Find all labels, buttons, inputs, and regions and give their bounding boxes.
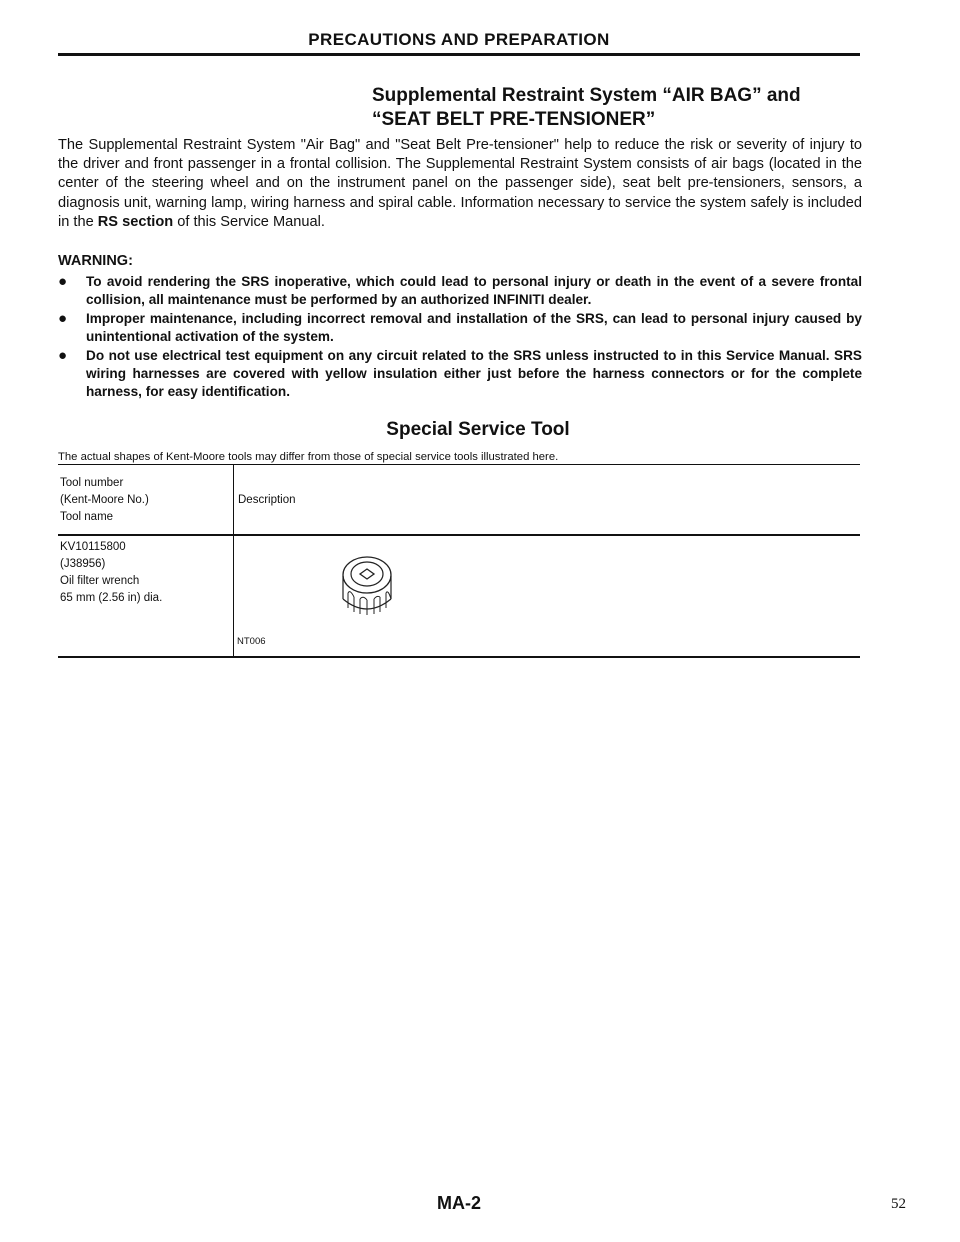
- bullet-icon: ●: [58, 309, 68, 327]
- srs-intro-paragraph: [58, 136, 862, 232]
- sst-note: The actual shapes of Kent-Moore tools may differ from those of special service tools illustrated here.: [58, 451, 559, 463]
- bullet-icon: ●: [58, 346, 68, 364]
- warning-list: [58, 273, 862, 402]
- page-header: PRECAUTIONS AND PREPARATION: [308, 30, 610, 49]
- page-number: 52: [891, 1196, 906, 1212]
- header-tool-name: Tool name: [60, 511, 114, 523]
- srs-title-line-2: “SEAT BELT PRE-TENSIONER”: [372, 109, 656, 130]
- warning-heading: WARNING:: [58, 253, 133, 269]
- bullet-icon: ●: [58, 273, 68, 290]
- warning-item: [58, 347, 862, 402]
- rs-section-reference: RS section: [97, 213, 174, 230]
- warning-item: [58, 310, 862, 347]
- header-kent-moore: (Kent-Moore No.): [60, 494, 149, 506]
- header-description: Description: [238, 494, 296, 506]
- figure-code: NT006: [237, 636, 266, 647]
- table-header-rule: [58, 534, 860, 536]
- tool-name: Oil filter wrench: [60, 575, 140, 587]
- warning-text: Do not use electrical test equipment on any circuit related to the SRS unless instructed to in this Service Manual. SRS wiring harnesses are covered with yellow insulation either just before the harness connectors or for the complete harness, for easy identification.: [86, 347, 862, 400]
- special-service-tool-title: Special Service Tool: [386, 419, 570, 440]
- warning-text: Improper maintenance, including incorrect removal and installation of the SRS, can lead to personal injury caused by unintentional activation of the system.: [86, 310, 862, 345]
- table-column-divider: [233, 464, 234, 656]
- srs-section-title: [372, 84, 872, 132]
- intro-text: The Supplemental Restraint System "Air Bag" and "Seat Belt Pre-tensioner" help to reduce the risk or severity of injury to the driver and front passenger in a frontal collision. The Supplemental Restraint System consists of air bags (located in the center of the steering wheel and on the instrument panel on the passenger side), seat belt pre-tensioners, sensors, a diagnosis unit, warning lamp, wiring harness and spiral cable. Information necessary to service the system safely is included in the: [58, 137, 862, 230]
- special-service-tool-table: [58, 464, 860, 658]
- intro-tail: of this Service Manual.: [177, 213, 325, 230]
- oil-filter-wrench-icon: [340, 553, 394, 625]
- srs-title-line-1: Supplemental Restraint System “AIR BAG” and: [372, 85, 801, 106]
- page-label: MA-2: [437, 1193, 481, 1213]
- header-tool-column: [60, 475, 149, 526]
- tool-number: KV10115800: [60, 541, 126, 553]
- header-tool-number: Tool number: [60, 477, 124, 489]
- warning-item: [58, 273, 862, 310]
- kent-moore-number: (J38956): [60, 558, 106, 570]
- tool-size: 65 mm (2.56 in) dia.: [60, 592, 163, 604]
- table-row: [60, 539, 162, 607]
- warning-text: To avoid rendering the SRS inoperative, which could lead to personal injury or death in the event of a severe frontal collision, all maintenance must be performed by an authorized INFINITI dealer.: [86, 274, 862, 308]
- table-bottom-rule: [58, 656, 860, 658]
- table-top-rule: [58, 464, 860, 465]
- header-rule: [58, 53, 860, 56]
